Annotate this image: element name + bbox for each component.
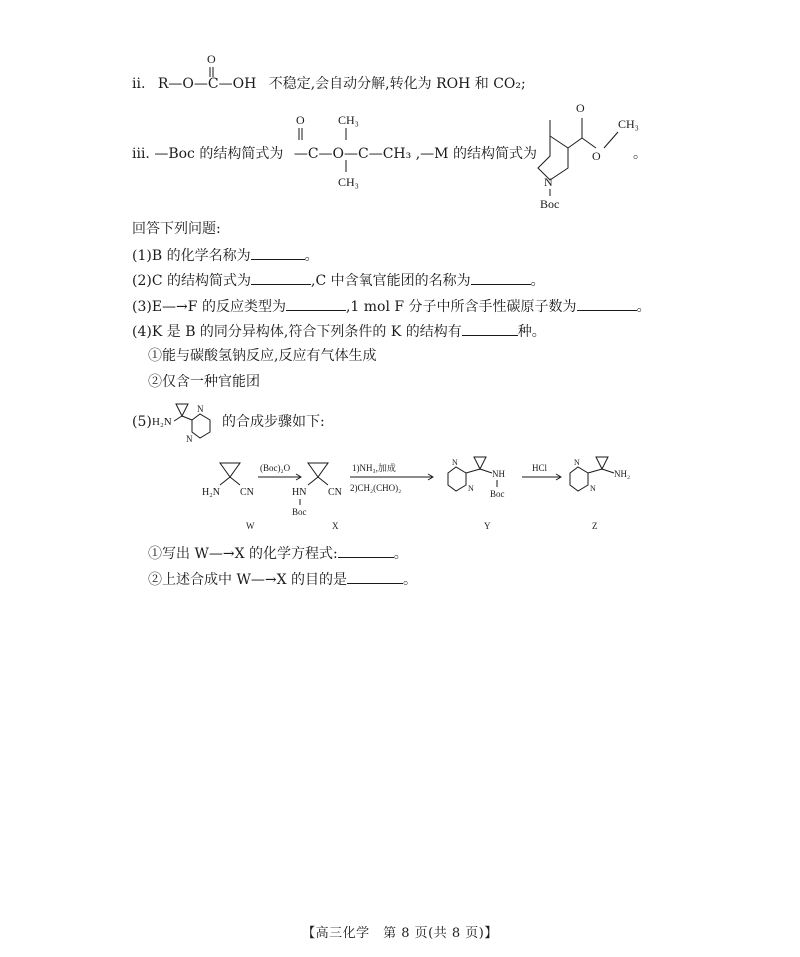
note-ii-text: 不稳定,会自动分解,转化为 ROH 和 CO₂; — [268, 76, 526, 92]
q3-blank-1[interactable] — [286, 296, 346, 311]
q5-ring-n1: N — [197, 404, 204, 414]
q5-h2n: H₂N — [152, 416, 172, 428]
label-w: W — [246, 521, 255, 531]
question-2 — [132, 270, 545, 290]
question-1 — [132, 245, 319, 265]
subq1-blank[interactable] — [338, 543, 394, 558]
question-3 — [132, 296, 651, 316]
q3-mid: ,1 mol F 分子中所含手性碳原子数为 — [345, 299, 577, 315]
boc-formula: —C—O—C—CH₃ — [293, 146, 412, 162]
q5-number: (5) — [132, 414, 152, 430]
z-nh2: NH₂ — [614, 469, 631, 479]
y-ring-n1: N — [452, 458, 458, 467]
note-ii-formula: R—O—C—OH — [157, 76, 257, 92]
q3-text: (3)E—→F 的反应类型为 — [132, 299, 286, 315]
q5-ring-n2: N — [186, 434, 193, 442]
boc-prefix: —Boc 的结构简式为 — [154, 146, 284, 162]
q4-blank[interactable] — [462, 321, 518, 336]
subquestion-1 — [148, 543, 408, 563]
q2-blank-1[interactable] — [251, 270, 311, 285]
label-y: Y — [484, 521, 491, 531]
boc-o-label: O — [296, 113, 305, 127]
q3-end: 。 — [636, 299, 651, 315]
note-iii-marker: ⅲ. — [132, 146, 150, 162]
m-ester-o: O — [592, 149, 601, 163]
x-hn: HN — [292, 487, 307, 498]
compound-z — [570, 457, 630, 493]
x-boc: Boc — [292, 507, 307, 517]
subq1-end: 。 — [393, 546, 408, 562]
m-carbonyl-o: O — [576, 101, 585, 115]
q2-end: 。 — [530, 273, 545, 289]
z-ring-n2: N — [590, 484, 596, 493]
y-boc: Boc — [490, 489, 505, 499]
w-h2n: H₂N — [202, 487, 220, 498]
compound-x — [292, 463, 342, 517]
arrow-3-reagent: HCl — [532, 463, 548, 473]
synthesis-scheme — [200, 455, 650, 535]
subq2-end: 。 — [403, 572, 417, 588]
q5-target-structure — [152, 398, 222, 442]
m-prefix: ,—M 的结构简式为 — [415, 146, 537, 162]
m-ch3: CH₃ — [618, 117, 639, 131]
subq2-blank[interactable] — [347, 569, 403, 584]
arrow-1-reagent: (Boc)₂O — [260, 463, 291, 473]
q1-blank[interactable] — [251, 245, 305, 260]
label-x: X — [332, 521, 339, 531]
answer-intro: 回答下列问题: — [132, 221, 221, 237]
condition-2: ②仅含一种官能团 — [148, 374, 260, 390]
x-cn: CN — [328, 487, 342, 498]
page-footer: 【高三化学 第 8 页(共 8 页)】 — [302, 926, 498, 941]
q2-text: (2)C 的结构简式为 — [132, 273, 251, 289]
condition-1: ①能与碳酸氢钠反应,反应有气体生成 — [148, 348, 377, 364]
boc-ch3-top: CH₃ — [338, 113, 359, 127]
q5-suffix: 的合成步骤如下: — [222, 414, 325, 430]
note-ii-carbonyl — [195, 50, 225, 80]
boc-structure-extras — [290, 110, 400, 192]
m-end: 。 — [633, 146, 647, 162]
note-ii — [132, 75, 526, 93]
boc-ch3-bottom: CH₃ — [338, 175, 359, 189]
question-5 — [132, 413, 152, 431]
carbonyl-o-label: O — [207, 52, 216, 66]
note-ii-marker: ⅱ. — [132, 76, 146, 92]
arrow-2-reagent-b: 2)CH₂(CHO)₂ — [350, 483, 402, 493]
y-ring-n2: N — [468, 484, 474, 493]
q2-mid: ,C 中含氧官能团的名称为 — [311, 273, 471, 289]
m-boc-label: Boc — [540, 197, 560, 211]
q4-text: (4)K 是 B 的同分异构体,符合下列条件的 K 的结构有 — [132, 324, 462, 340]
q2-blank-2[interactable] — [471, 270, 531, 285]
subq2-text: ②上述合成中 W—→X 的目的是 — [148, 572, 347, 588]
arrow-2-reagent-a: 1)NH₃,加成 — [352, 463, 396, 473]
w-cn: CN — [240, 487, 254, 498]
q1-end: 。 — [304, 248, 319, 264]
subquestion-2 — [148, 569, 417, 589]
m-n-label: N — [544, 175, 553, 189]
z-ring-n1: N — [574, 458, 580, 467]
compound-y — [448, 457, 505, 499]
y-nh: NH — [492, 469, 505, 479]
label-z: Z — [592, 521, 598, 531]
m-structure — [520, 96, 650, 211]
compound-w — [202, 463, 254, 498]
subq1-text: ①写出 W—→X 的化学方程式: — [148, 546, 338, 562]
q3-blank-2[interactable] — [577, 296, 637, 311]
question-4 — [132, 321, 546, 341]
q4-end: 种。 — [517, 324, 546, 340]
q1-text: (1)B 的化学名称为 — [132, 248, 251, 264]
